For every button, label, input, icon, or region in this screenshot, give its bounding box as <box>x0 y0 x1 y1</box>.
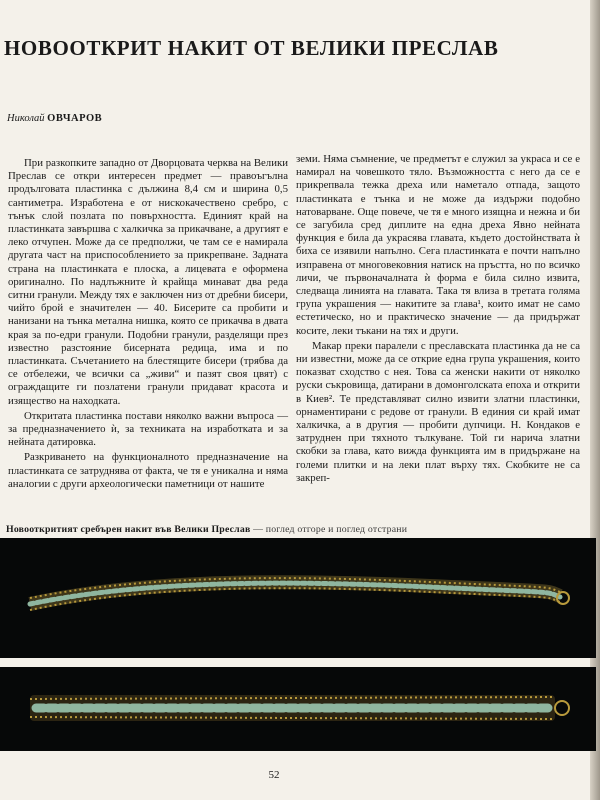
jewel-top-view-image <box>0 538 596 658</box>
text-column-right <box>296 153 580 485</box>
paragraph: Макар преки паралели с преславската пластинка да не са ни известни, може да се открие една група украшения, които показват сходство с нея. Това са женски накити от няколко руски съкровища, датирани в домонголската епоха и открити в Киев². Те представляват силно извити златни пластинки, орнаментирани с редове от гранули. В единия си край имат халкичка, а в другия — пробити дупчици. Н. Кондаков е затруднен при тяхното тълкуване. Той ги нарича златни скобки за глава, като вижда функцията им в придържане на големи плитки и на леки плат върху тях. Скобките не са закреп- <box>296 339 580 484</box>
author-surname: ОВЧАРОВ <box>47 113 103 124</box>
paragraph: Разкриването на функционалното предназначение на пластинката се затруднява от факта, че тя е уникална и няма аналогии с други археологически паметници от нашите <box>8 451 288 490</box>
article-title: НОВООТКРИТ НАКИТ ОТ ВЕЛИКИ ПРЕСЛАВ <box>4 36 499 61</box>
photo-top-view <box>0 538 596 658</box>
author-byline <box>7 113 102 124</box>
paragraph: Откритата пластинка постави няколко важни въпроса — за предназначението ѝ, за техниката на изработката и за нейната датировка. <box>8 409 288 449</box>
page-number: 52 <box>268 769 280 781</box>
caption-title: Новооткритият сребърен накит във Велики Преслав <box>6 524 251 535</box>
paragraph: При разкопките западно от Дворцовата черква на Велики Преслав се откри интересен предмет — правоъгълна продълговата пластинка с дължина 8,4 см и ширина 0,5 сантиметра. Изработена е от нискокачествено сребро, с тънък слой позлата по повърхността. Единият край на пластинката завършва с халкичка за прикачване, а другият е леко отчупен. Може да се предполжи, че там се е намирала другата част на приспособлението за прикрепване. Задната страна на пластинката е плоска, а лицевата е оформена оригинално. По надлъжните ѝ крайща минават два реда ситни гранули. Между тях е заключен низ от дребни бисери, чийто брой е значителен — 40. Бисерите са пробити и нанизани на тънка метална нишка, която се прикачва в двата края за по-едри гранули. Подобни гранули, разделящи през известно разстояние бисерната редица, има и по пластинката. Съчетанието на блестящите бисери (трябва да се отбележи, че всички са „живи“ и пазят своя цвят) с ограждащите ги позлатени гранули придават красота и изящество на находката. <box>8 157 288 407</box>
caption-detail: — поглед отгоре и поглед отстрани <box>250 524 408 535</box>
paragraph: земи. Няма съмнение, че предметът е служил за украса и се е намирал на човешкото тяло. Възможността с него да се е прикрепвала тежка дреха или наметало отпада, защото пластинката е тънка и не може да издържи подобно натоварване. Още повече, че тя е много изящна и нежна и би се загубила сред диплите на една дреха Явно нейната функция е била да украсява главата, където достойнствата ѝ биха се изявили напълно. Сега пластинката е почти напълно изправена от многовековния натиск на пръстта, но по всичко личи, че първоначалната ѝ форма е била силно извита, следваща линията на главата. Така тя влиза в третата голяма група украшения — накитите за глава¹, които имат не само естетическо, но и практическо значение — да придържат косите, леки тъкани на тях и други. <box>296 153 580 337</box>
photo-side-view <box>0 667 596 751</box>
author-given-name: Николай <box>7 113 45 124</box>
jewel-side-view-image <box>0 667 596 751</box>
text-column-left <box>8 157 288 491</box>
figure-caption <box>6 524 596 535</box>
